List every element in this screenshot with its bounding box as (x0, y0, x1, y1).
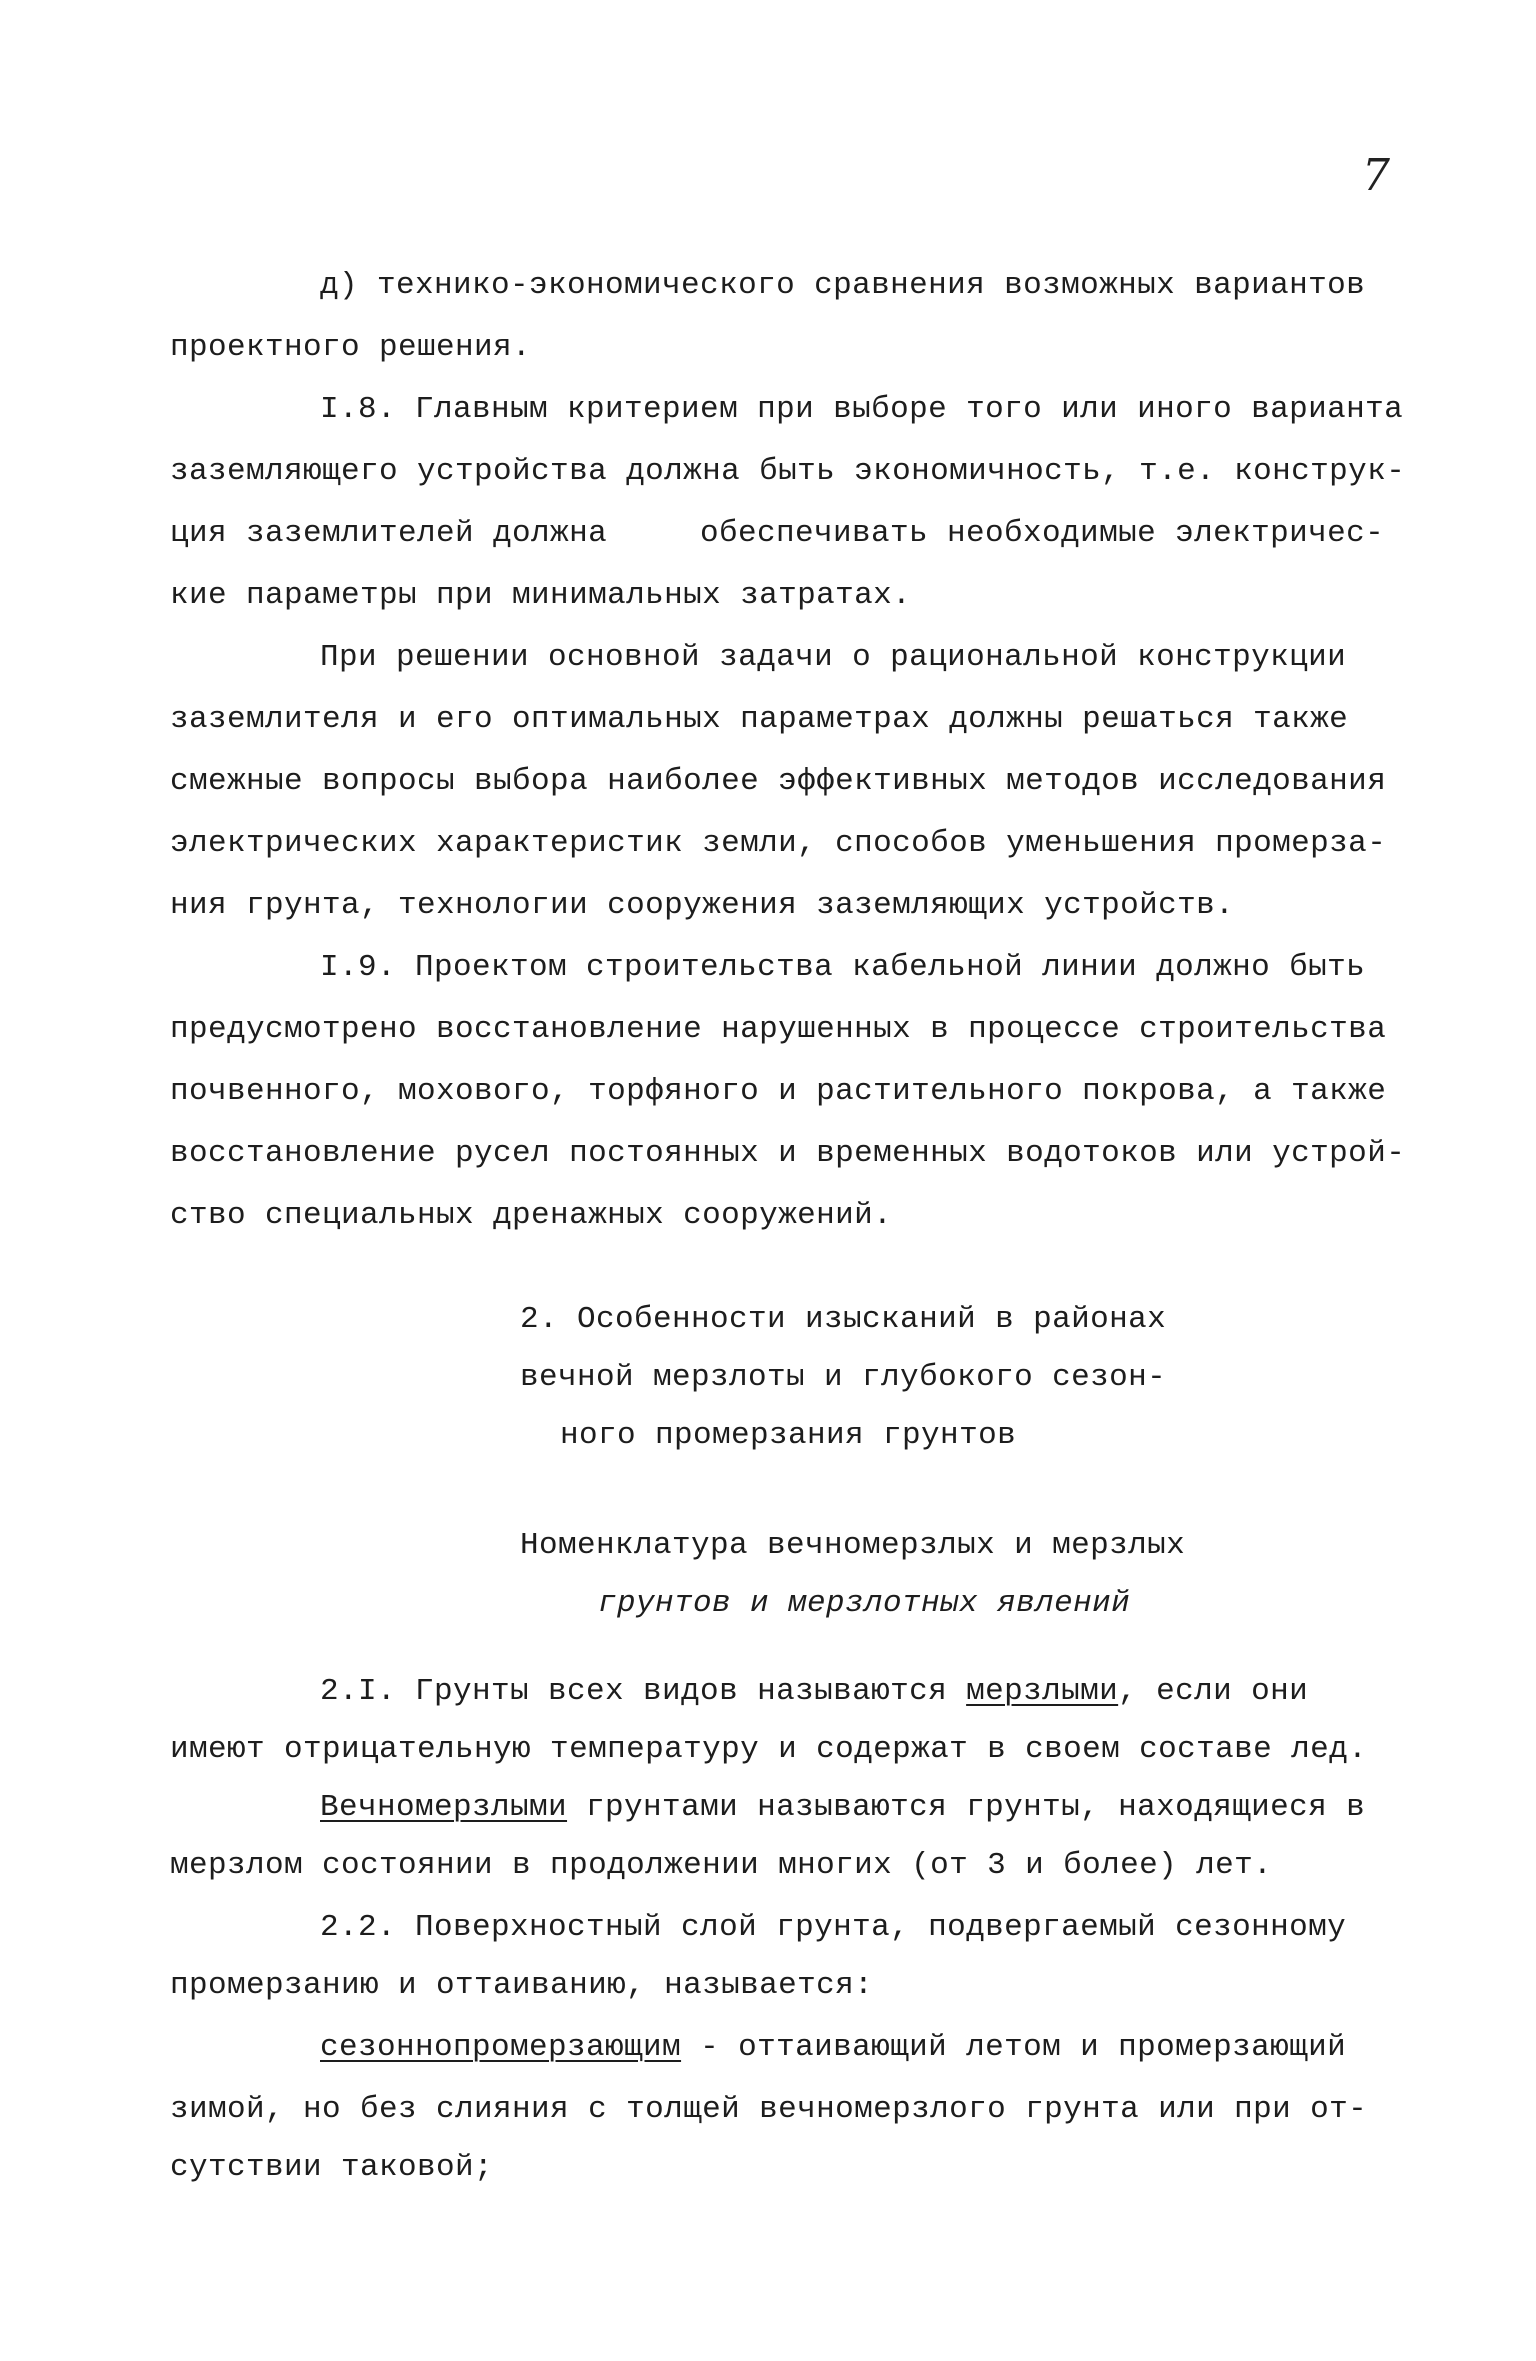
para-2-1-line-3-end: грунтами называются грунты, находящиеся в (567, 1790, 1366, 1825)
para-main-task-line-5: ния грунта, технологии сооружения заземляющих устройств. (170, 888, 1235, 923)
term-seasonally-freezing: сезоннопромерзающим (320, 2030, 682, 2065)
para-2-2-line-3-end: - оттаивающий летом и промерзающий (681, 2030, 1347, 2065)
subheading-line-2: грунтов и мерзлотных явлений (598, 1586, 1131, 1621)
para-2-1-line-4: мерзлом состоянии в продолжении многих (от 3 и более) лет. (170, 1848, 1273, 1883)
page-number: 7 (1362, 150, 1390, 201)
para-main-task-line-4: электрических характеристик земли, способов уменьшения промерза- (170, 826, 1387, 861)
para-1-8-line-4: кие параметры при минимальных затратах. (170, 578, 912, 613)
subheading-line-1: Номенклатура вечномерзлых и мерзлых (520, 1528, 1186, 1563)
term-frozen: мерзлыми (966, 1674, 1119, 1709)
para-main-task-line-3: смежные вопросы выбора наиболее эффективных методов исследования (170, 764, 1387, 799)
para-1-9-line-1: I.9. Проектом строительства кабельной линии должно быть (320, 950, 1366, 985)
para-1-9-line-2: предусмотрено восстановление нарушенных в процессе строительства (170, 1012, 1387, 1047)
para-2-2-line-3 (320, 2028, 1346, 2068)
para-2-1-line-3 (320, 1788, 1365, 1828)
para-2-2-line-1: 2.2. Поверхностный слой грунта, подвергаемый сезонному (320, 1910, 1347, 1945)
para-1-9-line-3: почвенного, мохового, торфяного и растительного покрова, а также (170, 1074, 1387, 1109)
para-2-1-line-2: имеют отрицательную температуру и содержат в своем составе лед. (170, 1732, 1368, 1767)
para-2-2-line-5: сутствии таковой; (170, 2150, 494, 2185)
para-1-8-line-1: I.8. Главным критерием при выборе того или иного варианта (320, 392, 1404, 427)
para-1-8-line-2: заземляющего устройства должна быть экономичность, т.е. конструк- (170, 454, 1406, 489)
section-2-heading-line-1: 2. Особенности изысканий в районах (520, 1302, 1167, 1337)
term-permafrost: Вечномерзлыми (320, 1790, 568, 1825)
para-2-1-line-1-start: 2.I. Грунты всех видов называются (320, 1674, 967, 1709)
section-2-heading-line-3: ного промерзания грунтов (560, 1418, 1017, 1453)
para-d-line-2: проектного решения. (170, 330, 532, 365)
section-2-heading-line-2: вечной мерзлоты и глубокого сезон- (520, 1360, 1167, 1395)
para-d-line-1: д) технико-экономического сравнения возможных вариантов (320, 268, 1366, 303)
para-1-9-line-4: восстановление русел постоянных и временных водотоков или устрой- (170, 1136, 1406, 1171)
para-main-task-line-1: При решении основной задачи о рациональной конструкции (320, 640, 1347, 675)
para-2-1-line-1 (320, 1672, 1308, 1712)
para-1-9-line-5: ство специальных дренажных сооружений. (170, 1198, 893, 1233)
para-main-task-line-2: заземлителя и его оптимальных параметрах должны решаться также (170, 702, 1349, 737)
para-2-1-line-1-end: , если они (1118, 1674, 1309, 1709)
para-2-2-line-2: промерзанию и оттаиванию, называется: (170, 1968, 874, 2003)
para-2-2-line-4: зимой, но без слияния с толщей вечномерзлого грунта или при от- (170, 2092, 1368, 2127)
para-1-8-line-3a: ция заземлителей должна (170, 516, 608, 551)
para-1-8-line-3b: обеспечивать необходимые электричес- (700, 516, 1385, 551)
